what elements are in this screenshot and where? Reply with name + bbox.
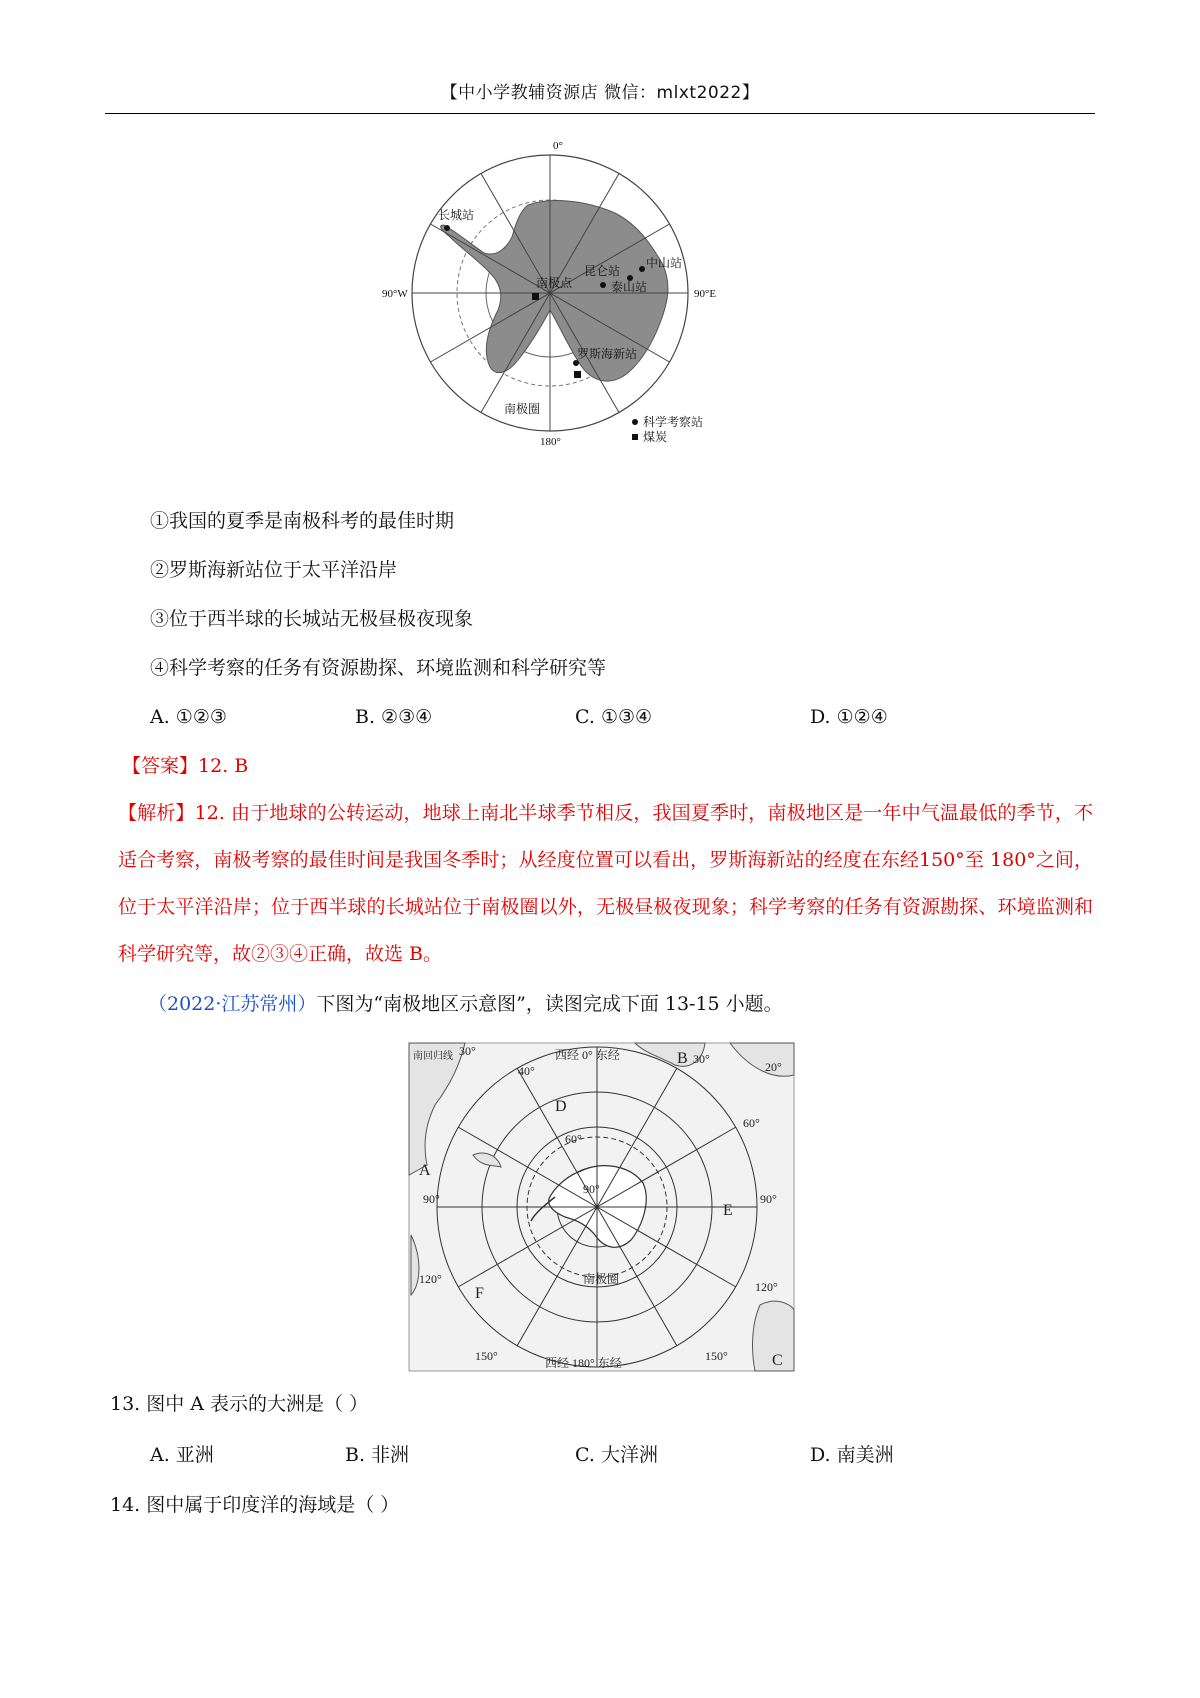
- map1-lon-bottom: 180°: [540, 436, 561, 448]
- deg-90-pole: 90°: [583, 1182, 600, 1196]
- deg-150-left: 150°: [475, 1349, 498, 1363]
- intro-text: 下图为“南极地区示意图”，读图完成下面 13-15 小题。: [316, 993, 783, 1015]
- deg-40: 40°: [518, 1064, 535, 1078]
- analysis-text: 12. 由于地球的公转运动，地球上南北半球季节相反，我国夏季时，南极地区是一年中气温最低的季节，不适合考察，南极考察的最佳时间是我国冬季时；从经度位置可以看出，罗斯海新站的经度在东经150°至 180°之间，位于太平洋沿岸；位于西半球的长城站位于南极圈以外，无极昼极夜现象；科学考察的任务有资源勘探、环境监测和科学研究等，故②③④正确，故选 B。: [118, 802, 1093, 965]
- analysis-tag: 【解析】: [118, 802, 195, 824]
- legend-station: 科学考察站: [643, 415, 704, 429]
- page-header: 【中小学教辅资源店 微信：mlxt2022】: [440, 83, 760, 103]
- q13-option-b: B. 非洲: [345, 1444, 410, 1466]
- antarctic-region-map: [405, 1035, 800, 1375]
- deg-150-right: 150°: [705, 1349, 728, 1363]
- intro-line: [148, 995, 783, 1014]
- antarctica-stations-map: [382, 140, 770, 450]
- legend-coal: 煤炭: [643, 430, 668, 444]
- station-taishan: 泰山站: [611, 280, 648, 294]
- station-changcheng: 长城站: [438, 208, 475, 222]
- statement-3: ③位于西半球的长城站无极昼极夜现象: [150, 608, 474, 630]
- deg-120-right: 120°: [755, 1280, 778, 1294]
- region-d: D: [555, 1098, 567, 1115]
- q13-option-a: A. 亚洲: [150, 1444, 214, 1466]
- q12-option-a: A. ①②③: [150, 706, 227, 728]
- q12-option-b: B. ②③④: [355, 706, 433, 728]
- statement-1: ①我国的夏季是南极科考的最佳时期: [150, 510, 455, 532]
- statement-4: ④科学考察的任务有资源勘探、环境监测和科学研究等: [150, 657, 607, 679]
- map2-bottom-label: 西经 180° 东经: [545, 1356, 622, 1370]
- header-rule: [105, 113, 1095, 114]
- region-a: A: [419, 1162, 431, 1179]
- analysis-paragraph: [118, 790, 1093, 978]
- map2-top-label: 西经 0° 东经: [555, 1048, 620, 1062]
- deg-60-inner: 60°: [565, 1132, 582, 1146]
- region-c: C: [772, 1352, 783, 1369]
- map1-circle-label: 南极圈: [504, 402, 541, 416]
- answer-value: 12. B: [198, 755, 249, 777]
- station-zhongshan: 中山站: [646, 256, 683, 270]
- region-b: B: [677, 1050, 688, 1067]
- map1-lon-left: 90°W: [382, 288, 408, 300]
- map2-circle-label: 南极圈: [583, 1272, 620, 1286]
- intro-source: （2022·江苏常州）: [148, 993, 317, 1015]
- map1-lon-top: 0°: [553, 140, 563, 152]
- deg-20: 20°: [765, 1060, 782, 1074]
- region-f: F: [475, 1285, 484, 1302]
- statement-2: ②罗斯海新站位于太平洋沿岸: [150, 559, 398, 581]
- deg-30-left: 30°: [459, 1044, 476, 1058]
- deg-120-left: 120°: [419, 1272, 442, 1286]
- answer-tag: 【答案】: [122, 755, 199, 777]
- deg-30-right: 30°: [693, 1052, 710, 1066]
- region-e: E: [723, 1202, 733, 1219]
- deg-90-left: 90°: [423, 1192, 440, 1206]
- q12-option-d: D. ①②④: [810, 706, 888, 728]
- deg-90-right: 90°: [760, 1192, 777, 1206]
- q12-option-c: C. ①③④: [575, 706, 653, 728]
- q13-option-c: C. 大洋洲: [575, 1444, 658, 1466]
- map2-corner-text: 南回归线: [413, 1051, 453, 1062]
- q14-stem: 14. 图中属于印度洋的海域是（ ）: [110, 1494, 400, 1516]
- q13-option-d: D. 南美洲: [810, 1444, 894, 1466]
- q13-stem: 13. 图中 A 表示的大洲是（ ）: [110, 1393, 369, 1415]
- station-nanjidian: 南极点: [536, 276, 573, 290]
- station-kunlun: 昆仑站: [584, 264, 621, 278]
- station-luosihai: 罗斯海新站: [577, 347, 638, 361]
- map1-lon-right: 90°E: [694, 288, 717, 300]
- deg-60-right: 60°: [743, 1116, 760, 1130]
- answer-line: [122, 757, 248, 776]
